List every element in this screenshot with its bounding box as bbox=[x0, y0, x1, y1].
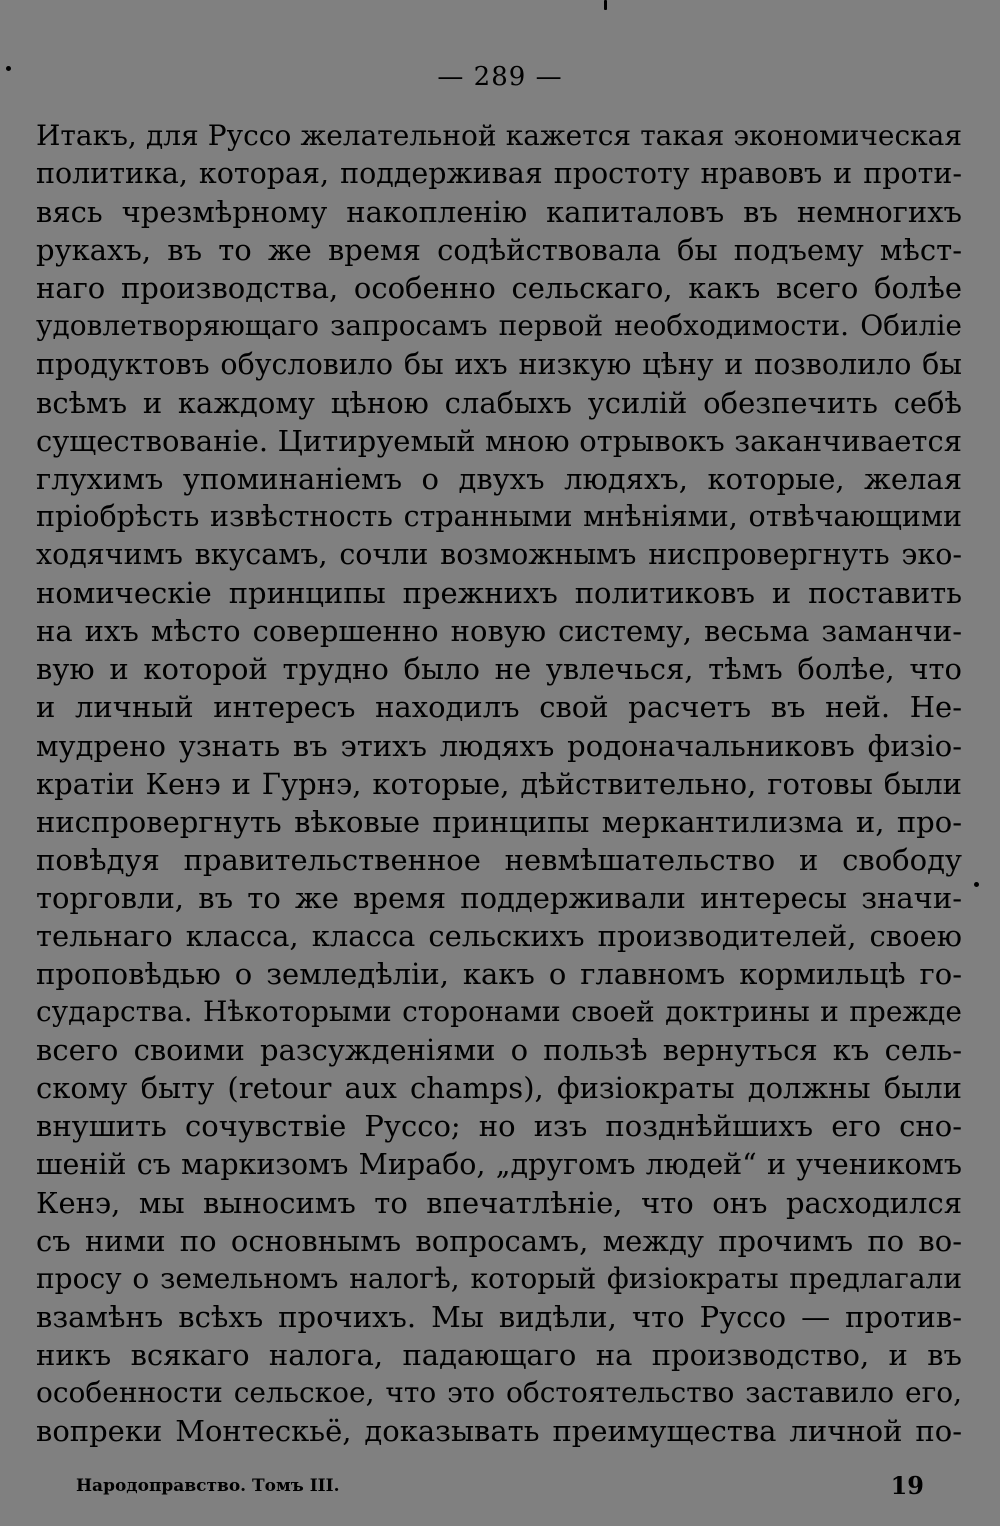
sheet-number: 19 bbox=[890, 1471, 924, 1500]
scan-speck-icon bbox=[6, 66, 11, 71]
text-line: сударства. Нѣкоторыми сторонами своей доктрины и прежде bbox=[36, 995, 962, 1029]
text-line: на ихъ мѣсто совершенно новую систему, весьма заманчи- bbox=[36, 614, 962, 649]
text-line: вопреки Монтескьё, доказывать преимущества личной по- bbox=[36, 1414, 962, 1449]
text-line: и личный интересъ находилъ свой расчетъ въ ней. Не- bbox=[36, 690, 962, 725]
text-line: наго производства, особенно сельскаго, какъ всего болѣе bbox=[36, 271, 962, 306]
text-line: шеній съ маркизомъ Мирабо, „другомъ людей“ и ученикомъ bbox=[36, 1147, 962, 1181]
text-line: взамѣнъ всѣхъ прочихъ. Мы видѣли, что Руссо — против- bbox=[36, 1299, 962, 1334]
text-line: всего своими разсужденіями о пользѣ вернуться къ сель- bbox=[36, 1033, 962, 1068]
text-line: Кенэ, мы выносимъ то впечатлѣніе, что онъ расходился bbox=[36, 1185, 962, 1220]
text-line: внушить сочувствіе Руссо; но изъ позднѣйшихъ его сно- bbox=[36, 1109, 962, 1144]
text-line: Итакъ, для Руссо желательной кажется такая экономическая bbox=[36, 119, 962, 152]
text-line: скому быту (retour aux champs), физіократы должны были bbox=[36, 1071, 962, 1106]
text-line: политика, которая, поддерживая простоту нравовъ и проти- bbox=[36, 157, 962, 191]
text-line: ходячимъ вкусамъ, сочли возможнымъ ниспровергнуть эко- bbox=[36, 538, 962, 572]
text-line: проповѣдью о земледѣліи, какъ о главномъ кормильцѣ го- bbox=[36, 957, 962, 992]
text-line: вясь чрезмѣрному накопленію капиталовъ въ немногихъ bbox=[36, 195, 962, 230]
text-line: удовлетворяющаго запросамъ первой необходимости. Обиліе bbox=[36, 309, 962, 343]
text-line: съ ними по основнымъ вопросамъ, между прочимъ по во- bbox=[36, 1223, 962, 1258]
text-line: пріобрѣсть извѣстность странными мнѣніями, отвѣчающими bbox=[36, 499, 962, 533]
body-text bbox=[36, 117, 962, 1450]
text-line: вую и которой трудно было не увлечься, тѣмъ болѣе, что bbox=[36, 652, 962, 687]
text-line: особенности сельское, что это обстоятельство заставило его, bbox=[36, 1376, 962, 1410]
text-line: просу о земельномъ налогѣ, который физіократы предлагали bbox=[36, 1261, 962, 1295]
text-line: повѣдуя правительственное невмѣшательство и свободу bbox=[36, 842, 962, 877]
scan-speck-icon bbox=[974, 882, 979, 887]
text-line: никъ всякаго налога, падающаго на производство, и въ bbox=[36, 1338, 962, 1372]
text-line: ниспровергнуть вѣковые принципы меркантилизма и, про- bbox=[36, 804, 962, 839]
text-line: номическіе принципы прежнихъ политиковъ и поставить bbox=[36, 576, 962, 611]
text-line: рукахъ, въ то же время содѣйствовала бы подъему мѣст- bbox=[36, 233, 962, 268]
page-footer bbox=[76, 1471, 924, 1501]
text-line: торговли, въ то же время поддерживали интересы значи- bbox=[36, 880, 962, 915]
text-line: продуктовъ обусловило бы ихъ низкую цѣну и позволило бы bbox=[36, 347, 962, 381]
text-line: кратіи Кенэ и Гурнэ, которые, дѣйствительно, готовы были bbox=[36, 766, 962, 801]
printer-signature: Народоправство. Томъ III. bbox=[76, 1476, 340, 1496]
text-line: тельнаго класса, класса сельскихъ производителей, своею bbox=[36, 918, 962, 953]
text-line: существованіе. Цитируемый мною отрывокъ заканчивается bbox=[36, 423, 962, 458]
text-line: мудрено узнать въ этихъ людяхъ родоначальниковъ физіо- bbox=[36, 728, 962, 763]
text-line: всѣмъ и каждому цѣною слабыхъ усилій обезпечить себѣ bbox=[36, 385, 962, 420]
scan-speck-icon bbox=[604, 0, 607, 10]
text-line: глухимъ упоминаніемъ о двухъ людяхъ, которые, желая bbox=[36, 461, 962, 496]
page-number: — 289 — bbox=[437, 62, 563, 92]
